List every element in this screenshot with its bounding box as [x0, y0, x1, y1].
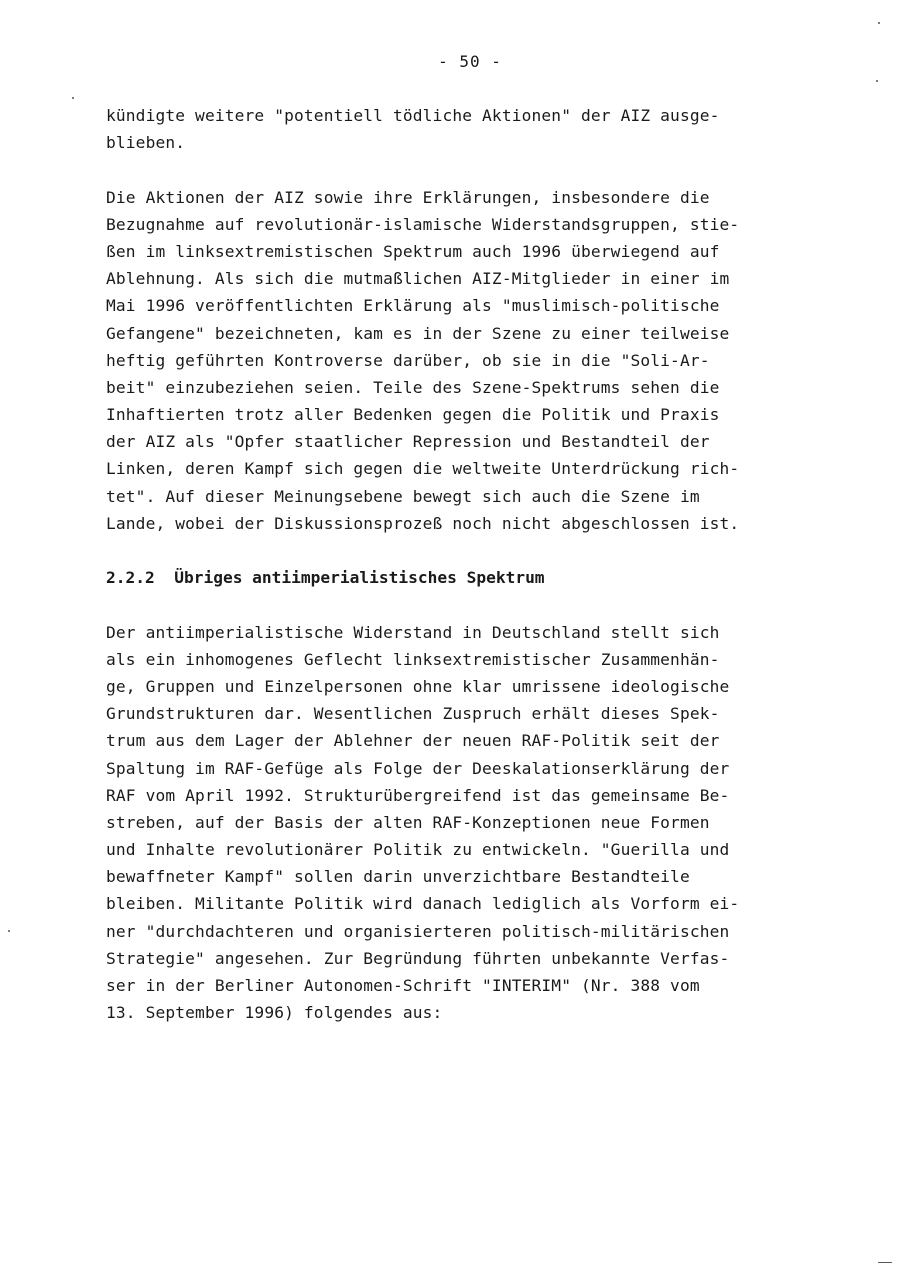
text-line: bewaffneter Kampf" sollen darin unverzichtbare Bestandteile — [106, 867, 690, 887]
text-line: als ein inhomogenes Geflecht linksextremistischer Zusammenhän- — [106, 649, 720, 669]
text-line: ser in der Berliner Autonomen-Schrift "INTERIM" (Nr. 388 vom — [106, 976, 700, 995]
text-line: beit" einzubeziehen seien. Teile des Szene-Spektrums sehen die — [106, 377, 720, 397]
text-line: blieben. — [106, 133, 186, 153]
text-line: trum aus dem Lager der Ablehner der neuen RAF-Politik seit der — [106, 731, 720, 751]
text-line: Strategie" angesehen. Zur Begründung führten unbekannte Verfas- — [106, 948, 730, 968]
text-line: Ablehnung. Als sich die mutmaßlichen AIZ-Mitglieder in einer im — [106, 269, 730, 289]
text-line: Linken, deren Kampf sich gegen die weltweite Unterdrückung rich- — [106, 459, 740, 479]
document-body — [106, 102, 836, 1026]
page-number: - 50 - — [438, 52, 502, 71]
text-line: RAF vom April 1992. Strukturübergreifend ist das gemeinsame Be- — [106, 785, 730, 805]
text-line: Bezugnahme auf revolutionär-islamische Widerstandsgruppen, stie- — [106, 214, 740, 234]
text-line: 13. September 1996) folgendes aus: — [106, 1003, 443, 1023]
text-line: kündigte weitere "potentiell tödliche Aktionen" der AIZ ausge- — [106, 106, 720, 125]
scan-speck — [8, 930, 10, 932]
text-line: ner "durchdachteren und organisierteren politisch-militärischen — [106, 921, 730, 941]
section-heading: 2.2.2 Übriges antiimperialistisches Spektrum — [106, 568, 545, 588]
text-line: streben, auf der Basis der alten RAF-Konzeptionen neue Formen — [106, 812, 710, 832]
text-line: bleiben. Militante Politik wird danach lediglich als Vorform ei- — [106, 894, 740, 914]
paragraph-3 — [106, 619, 836, 1027]
text-line: Grundstrukturen dar. Wesentlichen Zuspruch erhält dieses Spek- — [106, 704, 720, 724]
text-line: Spaltung im RAF-Gefüge als Folge der Deeskalationserklärung der — [106, 758, 730, 778]
text-line: der AIZ als "Opfer staatlicher Repression und Bestandteil der — [106, 432, 710, 452]
text-line: ge, Gruppen und Einzelpersonen ohne klar umrissene ideologische — [106, 676, 730, 696]
scan-speck — [878, 22, 880, 24]
text-line: Die Aktionen der AIZ sowie ihre Erklärungen, insbesondere die — [106, 187, 710, 207]
text-line: Inhaftierten trotz aller Bedenken gegen die Politik und Praxis — [106, 405, 720, 425]
text-line: Gefangene" bezeichneten, kam es in der Szene zu einer teilweise — [106, 323, 730, 343]
text-line: Mai 1996 veröffentlichten Erklärung als "muslimisch-politische — [106, 296, 720, 316]
text-line: Der antiimperialistische Widerstand in Deutschland stellt sich — [106, 622, 720, 642]
text-line: heftig geführten Kontroverse darüber, ob sie in die "Soli-Ar- — [106, 350, 710, 370]
text-line: tet". Auf dieser Meinungsebene bewegt sich auch die Szene im — [106, 486, 700, 506]
paragraph-1 — [106, 102, 836, 156]
text-line: und Inhalte revolutionärer Politik zu entwickeln. "Guerilla und — [106, 840, 730, 860]
text-line: ßen im linksextremistischen Spektrum auch 1996 überwiegend auf — [106, 241, 720, 261]
paragraph-2 — [106, 184, 836, 537]
scan-speck — [876, 80, 878, 82]
scan-speck — [72, 97, 74, 99]
text-line: Lande, wobei der Diskussionsprozeß noch nicht abgeschlossen ist. — [106, 513, 740, 533]
scan-speck — [878, 1262, 892, 1263]
